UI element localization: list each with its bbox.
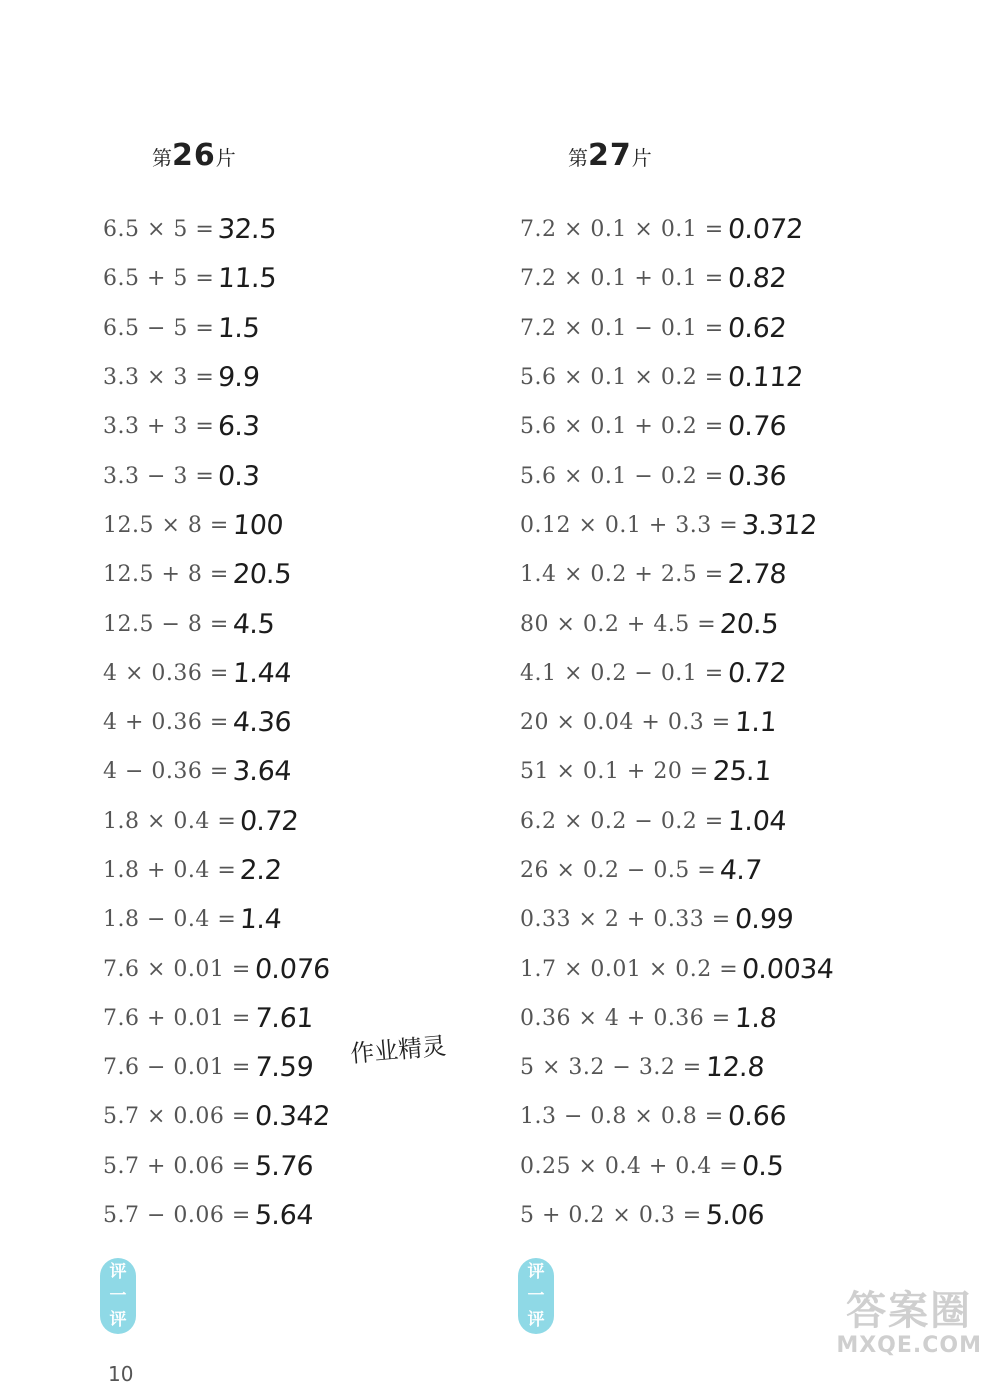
handwritten-answer: 4.36 (231, 707, 293, 739)
problem-expression: 1.8 + 0.4 = (103, 858, 237, 883)
left-column-title (152, 138, 236, 173)
right-column-title (568, 138, 652, 173)
problem-row (103, 599, 330, 648)
problem-expression: 4 + 0.36 = (103, 710, 229, 736)
handwritten-answer: 0.3 (217, 460, 261, 492)
left-problem-list (103, 205, 330, 1240)
problem-row (520, 304, 834, 353)
handwritten-answer: 7.61 (253, 1002, 315, 1034)
problem-row (520, 797, 834, 846)
problem-expression: 7.2 × 0.1 − 0.1 = (520, 315, 724, 341)
problem-expression: 5.7 × 0.06 = (103, 1104, 251, 1130)
handwritten-answer: 0.72 (239, 805, 300, 837)
handwritten-answer: 3.312 (741, 509, 819, 541)
badge-char: 一 (109, 1286, 127, 1306)
problem-expression: 1.7 × 0.01 × 0.2 = (520, 956, 739, 982)
problem-expression: 3.3 + 3 = (103, 414, 215, 440)
right-title-number: 27 (588, 138, 632, 173)
problem-expression: 7.6 − 0.01 = (103, 1055, 251, 1081)
problem-expression: 0.36 × 4 + 0.36 = (520, 1005, 731, 1031)
right-title-suffix: 片 (631, 146, 652, 170)
problem-row (520, 846, 834, 895)
problem-expression: 1.4 × 0.2 + 2.5 = (520, 562, 724, 588)
watermark-text: 答案圈 (846, 1288, 973, 1334)
problem-expression: 0.33 × 2 + 0.33 = (520, 907, 731, 933)
handwritten-answer: 25.1 (711, 756, 772, 788)
problem-row (103, 747, 330, 796)
problem-expression: 5.6 × 0.1 × 0.2 = (520, 365, 724, 391)
problem-expression: 5.6 × 0.1 − 0.2 = (520, 463, 724, 489)
problem-expression: 0.25 × 0.4 + 0.4 = (520, 1153, 739, 1179)
handwritten-answer: 20.5 (231, 559, 293, 591)
problem-expression: 3.3 × 3 = (103, 365, 215, 391)
problem-expression: 7.6 + 0.01 = (103, 1005, 251, 1031)
problem-expression: 12.5 × 8 = (103, 512, 229, 538)
handwritten-answer: 0.5 (741, 1150, 785, 1182)
problem-row (103, 402, 330, 451)
handwritten-answer: 4.5 (231, 608, 276, 640)
problem-row (520, 599, 834, 648)
badge-char: 评 (527, 1262, 545, 1282)
handwritten-answer: 7.59 (253, 1052, 315, 1084)
problem-row (103, 205, 330, 254)
handwritten-answer: 5.06 (704, 1200, 765, 1232)
handwritten-answer: 0.072 (726, 214, 804, 246)
handwritten-answer: 1.4 (239, 904, 283, 936)
handwritten-answer: 100 (231, 509, 284, 541)
handwritten-answer: 0.112 (726, 362, 804, 394)
handwritten-answer: 0.076 (253, 953, 331, 985)
right-review-badge (518, 1258, 554, 1334)
problem-expression: 12.5 − 8 = (103, 611, 229, 637)
problem-row (103, 698, 330, 747)
handwritten-answer: 0.82 (726, 263, 787, 295)
handwritten-answer: 0.36 (726, 460, 787, 492)
page-number: 10 (108, 1362, 134, 1386)
problem-expression: 4.1 × 0.2 − 0.1 = (520, 660, 724, 686)
right-title-prefix: 第 (568, 146, 588, 170)
badge-char: 一 (527, 1286, 545, 1306)
problem-expression: 5.7 − 0.06 = (103, 1203, 251, 1229)
problem-row (103, 649, 330, 698)
problem-row (103, 1191, 330, 1240)
problem-row (103, 501, 330, 550)
problem-expression: 20 × 0.04 + 0.3 = (520, 710, 731, 736)
problem-expression: 6.5 − 5 = (103, 315, 215, 341)
problem-row (520, 747, 834, 796)
problem-expression: 3.3 − 3 = (103, 463, 215, 489)
problem-row (520, 698, 834, 747)
handwritten-answer: 1.8 (733, 1002, 778, 1034)
handwritten-answer: 0.0034 (741, 953, 835, 985)
problem-row (520, 501, 834, 550)
badge-char: 评 (109, 1310, 127, 1330)
problem-expression: 7.2 × 0.1 × 0.1 = (520, 217, 724, 243)
problem-row (520, 402, 834, 451)
problem-row (103, 895, 330, 944)
handwritten-note: 作业精灵 (349, 1031, 448, 1069)
handwritten-answer: 1.04 (726, 805, 787, 837)
problem-expression: 6.5 + 5 = (103, 266, 215, 292)
problem-row (520, 353, 834, 402)
badge-char: 评 (109, 1262, 127, 1282)
handwritten-answer: 2.78 (726, 559, 787, 591)
left-title-suffix: 片 (215, 146, 236, 170)
problem-expression: 1.8 × 0.4 = (103, 808, 237, 834)
handwritten-answer: 9.9 (217, 362, 261, 394)
problem-row (520, 254, 834, 303)
problem-row (520, 205, 834, 254)
problem-expression: 1.8 − 0.4 = (103, 907, 237, 933)
handwritten-answer: 4.7 (719, 855, 763, 886)
handwritten-answer: 12.8 (704, 1052, 765, 1084)
problem-row (103, 1092, 330, 1141)
problem-row (520, 994, 834, 1043)
handwritten-answer: 32.5 (217, 214, 278, 246)
problem-row (520, 1191, 834, 1240)
watermark-url: MXQE.COM (836, 1333, 982, 1358)
left-review-badge (100, 1258, 136, 1334)
handwritten-answer: 0.76 (726, 411, 787, 443)
problem-row (520, 944, 834, 993)
problem-row (103, 1142, 330, 1191)
problem-row (103, 1043, 330, 1092)
problem-expression: 6.2 × 0.2 − 0.2 = (520, 808, 724, 834)
handwritten-answer: 1.5 (217, 312, 261, 344)
handwritten-answer: 11.5 (217, 263, 278, 295)
watermark (836, 1289, 982, 1358)
badge-char: 评 (527, 1310, 545, 1330)
problem-expression: 5 + 0.2 × 0.3 = (520, 1203, 702, 1229)
handwritten-answer: 0.66 (726, 1101, 787, 1133)
problem-expression: 1.3 − 0.8 × 0.8 = (520, 1104, 724, 1130)
problem-expression: 7.6 × 0.01 = (103, 956, 251, 982)
problem-row (103, 353, 330, 402)
problem-row (520, 649, 834, 698)
problem-row (103, 846, 330, 895)
problem-row (103, 254, 330, 303)
problem-expression: 7.2 × 0.1 + 0.1 = (520, 266, 724, 292)
problem-expression: 51 × 0.1 + 20 = (520, 759, 709, 785)
problem-expression: 5.6 × 0.1 + 0.2 = (520, 414, 724, 440)
problem-row (520, 451, 834, 500)
handwritten-answer: 1.44 (231, 657, 293, 689)
handwritten-answer: 5.76 (253, 1150, 315, 1182)
left-title-number: 26 (172, 138, 216, 173)
problem-row (520, 1092, 834, 1141)
problem-row (520, 895, 834, 944)
handwritten-answer: 5.64 (253, 1200, 315, 1232)
problem-row (520, 550, 834, 599)
handwritten-answer: 0.72 (726, 657, 787, 689)
handwritten-answer: 0.62 (726, 312, 787, 344)
handwritten-answer: 2.2 (239, 855, 283, 886)
problem-expression: 4 × 0.36 = (103, 660, 229, 686)
handwritten-answer: 1.1 (733, 707, 778, 739)
problem-expression: 5.7 + 0.06 = (103, 1153, 251, 1179)
problem-row (103, 550, 330, 599)
handwritten-answer: 6.3 (217, 411, 261, 443)
problem-row (103, 304, 330, 353)
problem-row (103, 994, 330, 1043)
handwritten-answer: 0.342 (253, 1101, 331, 1133)
problem-row (103, 451, 330, 500)
problem-row (520, 1043, 834, 1092)
problem-expression: 5 × 3.2 − 3.2 = (520, 1055, 702, 1081)
handwritten-answer: 20.5 (719, 608, 780, 640)
problem-expression: 4 − 0.36 = (103, 759, 229, 785)
problem-expression: 80 × 0.2 + 4.5 = (520, 611, 717, 637)
handwritten-answer: 0.99 (733, 904, 794, 936)
problem-row (103, 944, 330, 993)
problem-expression: 6.5 × 5 = (103, 217, 215, 243)
handwritten-answer: 3.64 (231, 756, 293, 788)
problem-expression: 0.12 × 0.1 + 3.3 = (520, 512, 739, 538)
problem-row (520, 1142, 834, 1191)
problem-expression: 26 × 0.2 − 0.5 = (520, 858, 717, 883)
problem-row (103, 797, 330, 846)
left-title-prefix: 第 (152, 146, 172, 170)
right-problem-list (520, 205, 834, 1240)
problem-expression: 12.5 + 8 = (103, 562, 229, 588)
